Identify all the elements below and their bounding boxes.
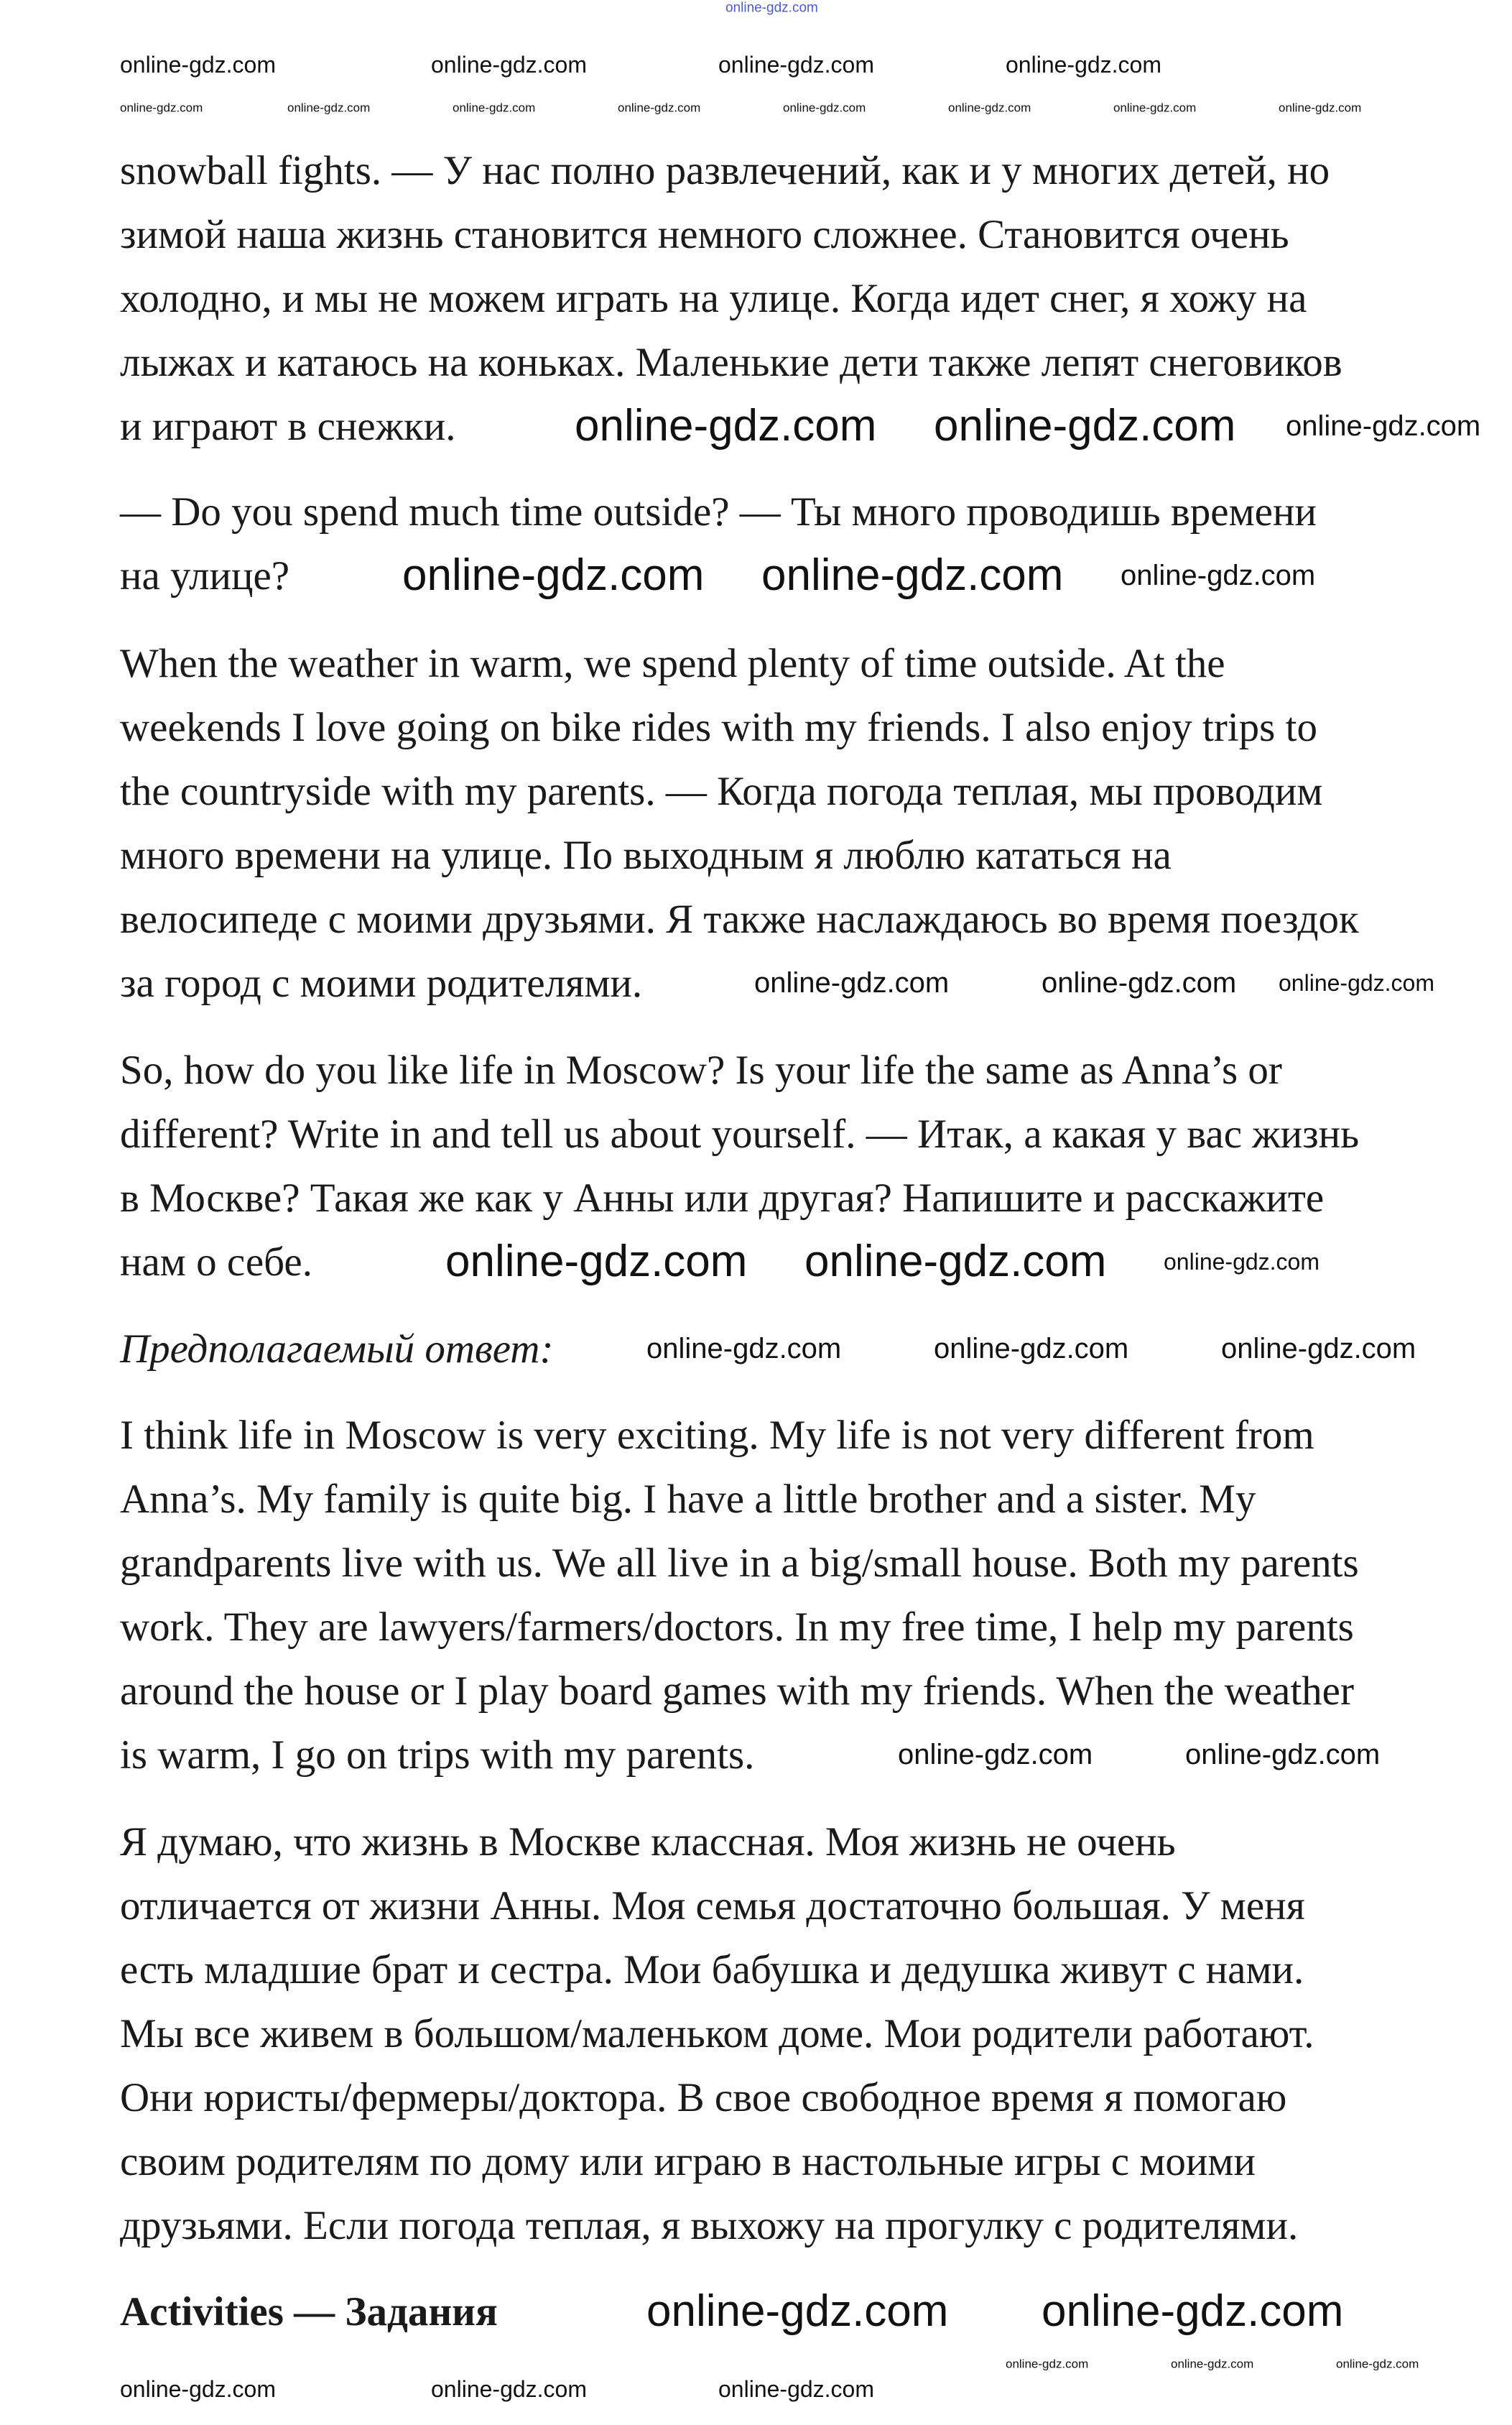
text-line: отличается от жизни Анны. Моя семья достаточно большая. У меня [120,1883,1305,1929]
watermark: online-gdz.com [120,2376,276,2402]
watermark: online-gdz.com [1286,410,1481,442]
watermark: online-gdz.com [445,1237,748,1286]
text-line: холодно, и мы не можем играть на улице. Когда идет снег, я хожу на [120,276,1307,321]
text-line: лыжах и катаюсь на коньках. Маленькие дети также лепят снеговиков [120,340,1342,385]
text-line: за город с моими родителями. [120,961,643,1006]
watermark: online-gdz.com [1164,1249,1319,1275]
watermark: online-gdz.com [1279,970,1434,996]
text-line: много времени на улице. По выходным я люблю кататься на [120,833,1172,878]
paragraph-warm-weather [120,632,1359,1015]
text-line: своим родителям по дому или играю в настольные игры с моими [120,2139,1256,2184]
text-line: и играют в снежки. [120,404,456,449]
watermark: online-gdz.com [718,52,874,78]
watermark: online-gdz.com [1121,560,1316,591]
text-line: the countryside with my parents. — Когда погода теплая, мы проводим [120,769,1323,814]
text-line: Предполагаемый ответ: [120,1326,554,1372]
text-line: зимой наша жизнь становится немного сложнее. Становится очень [120,212,1289,257]
paragraph-answer-ru [120,1810,1314,2258]
text-line: друзьями. Если погода теплая, я выхожу на прогулку с родителями. [120,2203,1299,2248]
text-line: Мы все живем в большом/маленьком доме. Мои родители работают. [120,2011,1314,2056]
text-line: велосипеде с моими друзьями. Я также наслаждаюсь во время поездок [120,897,1359,942]
watermark: online-gdz.com [402,550,705,600]
watermark: online-gdz.com [618,101,701,115]
watermark: online-gdz.com [898,1739,1093,1770]
watermark: online-gdz.com [1042,2286,1344,2336]
watermark: online-gdz.com [575,401,877,451]
text-line: в Москве? Такая же как у Анны или другая? Напишите и расскажите [120,1175,1325,1221]
watermark: online-gdz.com [431,2376,587,2402]
text-line: I think life in Moscow is very exciting. My life is not very different from [120,1413,1314,1458]
watermark: online-gdz.com [1042,967,1237,999]
watermark: online-gdz.com [646,2286,949,2336]
paragraph-answer-en [120,1403,1359,1787]
watermark: online-gdz.com [761,550,1064,600]
watermark: online-gdz.com [1113,101,1197,115]
watermark: online-gdz.com [1006,52,1161,78]
text-line: around the house or I play board games with my friends. When the weather [120,1668,1354,1714]
watermark: online-gdz.com [646,1333,842,1364]
watermark: online-gdz.com [1006,2357,1089,2371]
watermark: online-gdz.com [1185,1739,1381,1770]
text-line: Они юристы/фермеры/доктора. В свое свободное время я помогаю [120,2075,1287,2120]
watermark: online-gdz.com [934,401,1236,451]
watermark: online-gdz.com [948,101,1031,115]
watermark: online-gdz.com [1221,1333,1416,1364]
watermark: online-gdz.com [120,52,276,78]
text-line: — Do you spend much time outside? — Ты много проводишь времени [120,489,1317,535]
watermark: online-gdz.com [453,101,536,115]
text-line: When the weather in warm, we spend plenty of time outside. At the [120,641,1225,686]
watermark: online-gdz.com [1279,101,1362,115]
watermark: online-gdz.com [718,2376,874,2402]
text-line: different? Write in and tell us about yourself. — Итак, а какая у вас жизнь [120,1112,1360,1157]
watermark: online-gdz.com [804,1237,1107,1286]
text-line: work. They are lawyers/farmers/doctors. In my free time, I help my parents [120,1604,1354,1650]
watermark: online-gdz.com [783,101,866,115]
text-line: snowball fights. — У нас полно развлечений, как и у многих детей, но [120,148,1330,193]
watermark: online-gdz.com [287,101,371,115]
text-line: weekends I love going on bike rides with my friends. I also enjoy trips to [120,705,1317,750]
watermark: online-gdz.com [1336,2357,1419,2371]
heading-text: Activities — Задания [120,2289,498,2334]
text-line: So, how do you like life in Moscow? Is your life the same as Anna’s or [120,1048,1282,1093]
watermark: online-gdz.com [754,967,950,999]
text-line: на улице? [120,553,290,599]
watermark: online-gdz.com [120,101,203,115]
watermark: online-gdz.com [431,52,587,78]
text-line: is warm, I go on trips with my parents. [120,1732,755,1778]
text-line: Anna’s. My family is quite big. I have a little brother and a sister. My [120,1477,1256,1522]
watermark: online-gdz.com [725,0,818,16]
answer-label [120,1317,553,1381]
text-line: Я думаю, что жизнь в Москве классная. Моя жизнь не очень [120,1819,1176,1865]
section-heading-activities [120,2280,498,2344]
text-line: нам о себе. [120,1239,312,1285]
watermark: online-gdz.com [934,1333,1129,1364]
text-line: grandparents live with us. We all live in a big/small house. Both my parents [120,1541,1359,1586]
text-line: есть младшие брат и сестра. Мои бабушка и дедушка живут с нами. [120,1947,1304,1992]
watermark: online-gdz.com [1171,2357,1254,2371]
